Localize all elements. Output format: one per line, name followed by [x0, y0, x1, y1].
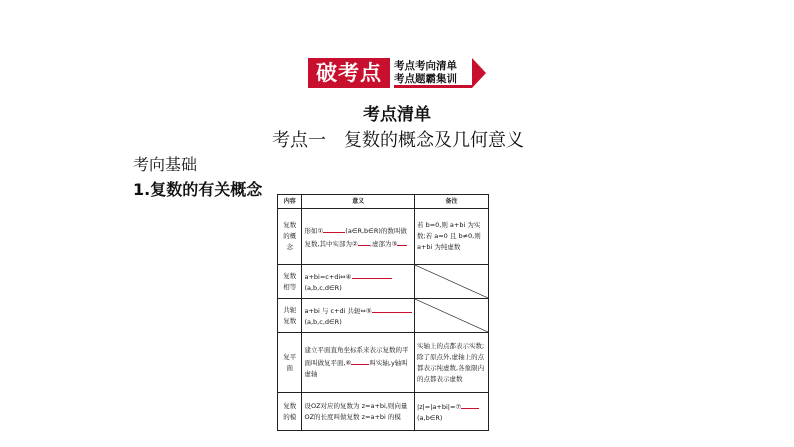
row-note-empty [415, 265, 489, 299]
table-row [278, 393, 489, 431]
diagonal-line [415, 265, 488, 298]
row-name: 复平面 [278, 333, 302, 393]
row-note: 实轴上的点都表示实数;除了原点外,虚轴上的点都表示纯虚数,各象限内的点都表示虚数 [415, 333, 489, 393]
concept-table [277, 194, 489, 431]
row-name: 复数的模 [278, 393, 302, 431]
row-name: 复数相等 [278, 265, 302, 299]
page-title: 考点清单 [363, 105, 431, 125]
badge-line1: 考点考向清单 [394, 60, 457, 72]
row-note-empty [415, 299, 489, 333]
table-header-row [278, 195, 489, 209]
arrow-icon [472, 58, 486, 88]
row-meaning: 建立平面直角坐标系来表示复数的平面叫做复平面,⑥ 叫实轴,y轴叫虚轴 [302, 333, 415, 393]
row-meaning: 形如① (a∈R,b∈R)的数叫做复数,其中实部为② ,虚部为③ [302, 209, 415, 265]
subtitle-text: 复数的概念及几何意义 [344, 130, 524, 151]
diagonal-line [415, 299, 488, 332]
row-note: 若 b=0,则 a+bi 为实数;若 a=0 且 b≠0,则 a+bi 为纯虚数 [415, 209, 489, 265]
badge-line2: 考点题霸集训 [394, 73, 457, 85]
table-row [278, 265, 489, 299]
table-header: 内容 [278, 195, 302, 209]
row-meaning: a+bi=c+di⇔④(a,b,c,d∈R) [302, 265, 415, 299]
badge-underline [394, 85, 472, 88]
row-meaning: a+bi 与 c+di 共轭⇔⑤(a,b,c,d∈R) [302, 299, 415, 333]
page-subtitle [272, 126, 542, 152]
table-header: 意义 [302, 195, 415, 209]
subsection-heading: 1.复数的有关概念 [133, 180, 263, 199]
row-note: |z|=|a+bi|=⑦(a,b∈R) [415, 393, 489, 431]
table-row [278, 333, 489, 393]
subtitle-point: 考点一 [272, 130, 326, 151]
section-badge [308, 58, 482, 88]
row-name: 复数的概念 [278, 209, 302, 265]
section-heading: 考向基础 [133, 155, 198, 174]
table-row [278, 299, 489, 333]
row-meaning: 设OZ对应的复数为 z=a+bi,则向量OZ的长度叫做复数 z=a+bi 的模 [302, 393, 415, 431]
table-row [278, 209, 489, 265]
row-name: 共轭复数 [278, 299, 302, 333]
table-header: 备注 [415, 195, 489, 209]
badge-main: 破考点 [308, 58, 390, 88]
